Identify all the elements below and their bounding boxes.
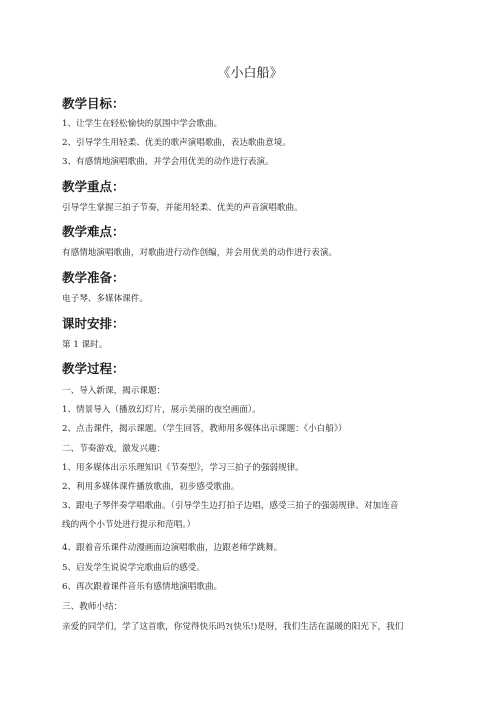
process-line: 线的两个小节处进行提示和范唱。） <box>62 520 196 530</box>
preparation-line-1: 电子琴、多媒体课件。 <box>62 294 148 304</box>
section-heading-objectives: 教学目标： <box>62 96 125 111</box>
process-line: 6、再次跟着课件音乐有感情地演唱歌曲。 <box>62 582 223 592</box>
objective-line-2: 2、引导学生用轻柔、优美的歌声演唱歌曲，表达歌曲意境。 <box>62 138 291 148</box>
process-line: 亲爱的同学们，学了这首歌，你觉得快乐吗?(快乐!)是呀，我们生活在温暖的阳光下，我们 <box>62 622 404 632</box>
process-line: 1、用多媒体出示乐理知识《节奏型》，学习三拍子的强弱规律。 <box>62 463 304 473</box>
key-point-line-1: 引导学生掌握三拍子节奏，并能用轻柔、优美的声音演唱歌曲。 <box>62 203 303 213</box>
section-heading-difficulties: 教学难点： <box>62 224 125 239</box>
section-heading-process: 教学过程： <box>62 361 125 376</box>
process-line: 2、利用多媒体课件播放歌曲，初步感受歌曲。 <box>62 482 240 492</box>
process-line: 3、跟电子琴伴奏学唱歌曲。（引导学生边打拍子边唱，感受三拍子的强弱规律。对加连音 <box>62 501 399 511</box>
section-heading-schedule: 课时安排： <box>62 316 125 331</box>
objective-line-1: 1、让学生在轻松愉快的氛围中学会歌曲。 <box>62 119 223 129</box>
process-line: 5、启发学生说说学完歌曲后的感受。 <box>62 563 205 573</box>
section-heading-preparation: 教学准备： <box>62 270 125 285</box>
schedule-line-1: 第 1 课时。 <box>62 340 108 350</box>
document-title: 《小白船》 <box>217 66 283 81</box>
section-heading-key-points: 教学重点： <box>62 179 125 194</box>
process-line: 1、情景导入（播放幻灯片，展示美丽的夜空画面）。 <box>62 405 261 415</box>
difficulty-line-1: 有感情地演唱歌曲，对歌曲进行动作创编，并会用优美的动作进行表演。 <box>62 248 338 258</box>
process-line: 二、节奏游戏，激发兴趣： <box>62 444 166 454</box>
process-line: 4、跟着音乐课件动漫画面边演唱歌曲，边跟老师学跳舞。 <box>62 543 283 553</box>
process-line: 2、点击课件，揭示课题。（学生回答，教师用多媒体出示课题：《小白船》） <box>62 424 347 434</box>
objective-line-3: 3、有感情地演唱歌曲，并学会用优美的动作进行表演。 <box>62 157 274 167</box>
process-line: 三、教师小结： <box>62 602 123 612</box>
process-line: 一、导入新课，揭示课题： <box>62 386 166 396</box>
